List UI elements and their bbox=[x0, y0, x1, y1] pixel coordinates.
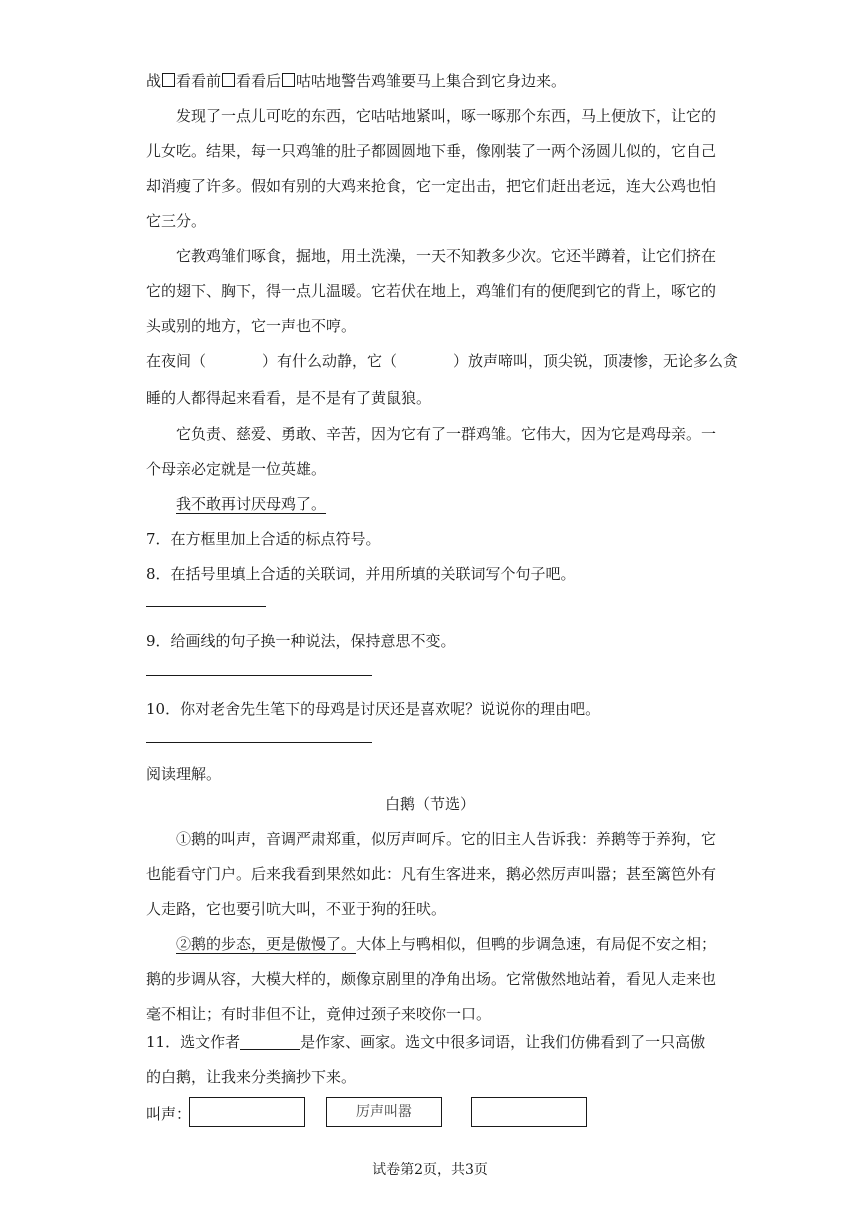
answer-line[interactable] bbox=[146, 675, 372, 676]
answer-line[interactable] bbox=[146, 742, 372, 743]
passage-line: 人走路，它也要引吭大叫，不亚于狗的狂吠。 bbox=[146, 900, 447, 918]
question-11: 11．选文作者 是作家、画家。选文中很多词语，让我们仿佛看到了一只高傲 bbox=[146, 1033, 706, 1051]
passage-line: 鹅的步调从容，大模大样的，颇像京剧里的净角出场。它常傲然地站着，看见人走来也 bbox=[146, 970, 717, 988]
passage-line: 睡的人都得起来看看，是不是有了黄鼠狼。 bbox=[146, 389, 432, 407]
passage-line: 它的翅下、胸下，得一点儿温暖。它若伏在地上，鸡雏们有的便爬到它的背上，啄它的 bbox=[146, 282, 717, 300]
punctuation-box[interactable] bbox=[162, 73, 175, 87]
passage-title: 白鹅（节选） bbox=[384, 795, 475, 813]
passage-line: 儿女吃。结果，每一只鸡雏的肚子都圆圆地下垂，像刚装了一两个汤圆儿似的，它自己 bbox=[146, 142, 717, 160]
page-footer: 试卷第2页，共3页 bbox=[372, 1162, 488, 1178]
underlined-sentence: ②鹅的步态，更是傲慢了。 bbox=[176, 935, 357, 953]
passage-line: 发现了一点儿可吃的东西，它咕咕地紧叫，啄一啄那个东西，马上便放下，让它的 bbox=[176, 107, 717, 125]
passage-line: 却消瘦了许多。假如有别的大鸡来抢食，它一定出击，把它们赶出老远，连大公鸡也怕 bbox=[146, 177, 717, 195]
question-11-cont: 的白鹅，让我来分类摘抄下来。 bbox=[146, 1068, 357, 1086]
underlined-sentence: 我不敢再讨厌母鸡了。 bbox=[176, 495, 327, 513]
passage-line: ①鹅的叫声，音调严肃郑重，似厉声呵斥。它的旧主人告诉我：养鹅等于养狗，它 bbox=[176, 830, 717, 848]
question-8: 8．在括号里填上合适的关联词，并用所填的关联词写个句子吧。 bbox=[146, 565, 576, 583]
answer-line[interactable] bbox=[146, 606, 266, 607]
passage-line: 也能看守门户。后来我看到果然如此：凡有生客进来，鹅必然厉声叫嚣；甚至篱笆外有 bbox=[146, 865, 717, 883]
passage-line: ②鹅的步态，更是傲慢了。大体上与鸭相似，但鸭的步调急速，有局促不安之相； bbox=[176, 935, 717, 953]
question-9: 9．给画线的句子换一种说法，保持意思不变。 bbox=[146, 632, 456, 650]
passage-line: 它三分。 bbox=[146, 212, 207, 230]
passage-line: 它负责、慈爱、勇敢、辛苦，因为它有了一群鸡雏。它伟大，因为它是鸡母亲。一 bbox=[176, 425, 717, 443]
example-box: 厉声叫嚣 bbox=[326, 1097, 442, 1127]
author-blank[interactable] bbox=[240, 1034, 300, 1050]
passage-line: 它教鸡雏们啄食，掘地，用土洗澡，一天不知教多少次。它还半蹲着，让它们挤在 bbox=[176, 247, 717, 265]
passage-line: 个母亲必定就是一位英雄。 bbox=[146, 460, 327, 478]
question-10: 10．你对老舍先生笔下的母鸡是讨厌还是喜欢呢？说说你的理由吧。 bbox=[146, 700, 601, 718]
passage-line: 头或别的地方，它一声也不哼。 bbox=[146, 317, 357, 335]
answer-box[interactable] bbox=[189, 1097, 305, 1127]
section-heading: 阅读理解。 bbox=[146, 765, 222, 783]
question-7: 7．在方框里加上合适的标点符号。 bbox=[146, 530, 381, 548]
passage-line: 在夜间（ ）有什么动静，它（ ）放声啼叫，顶尖锐，顶凄惨，无论多么贪 bbox=[146, 352, 739, 370]
passage-line: 毫不相让；有时非但不让，竟伸过颈子来咬你一口。 bbox=[146, 1005, 492, 1023]
category-label: 叫声： bbox=[146, 1105, 192, 1123]
punctuation-box[interactable] bbox=[222, 73, 235, 87]
answer-box[interactable] bbox=[471, 1097, 587, 1127]
punctuation-box[interactable] bbox=[282, 73, 295, 87]
passage-line: 战 看看前 看看后 咕咕地警告鸡雏要马上集合到它身边来。 bbox=[146, 72, 567, 90]
